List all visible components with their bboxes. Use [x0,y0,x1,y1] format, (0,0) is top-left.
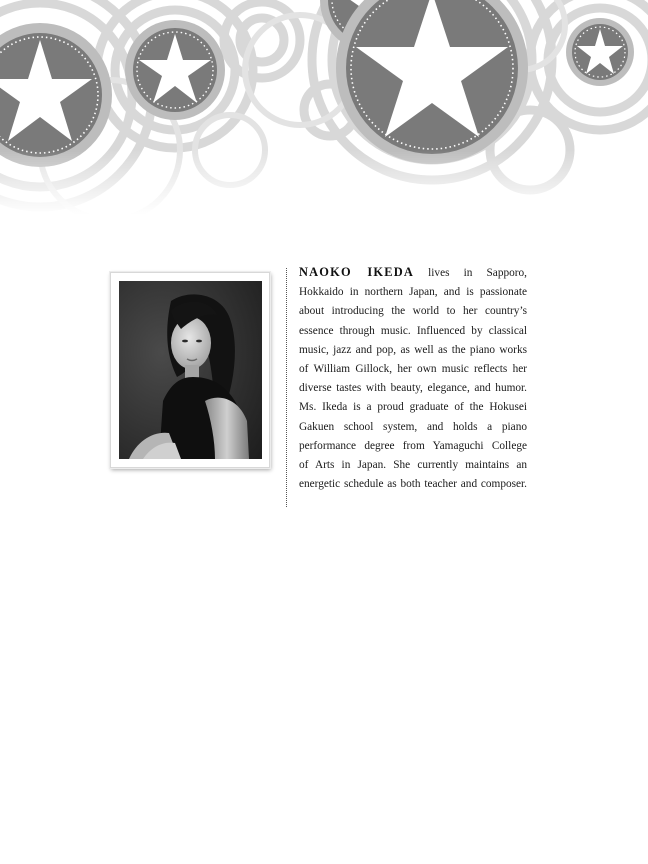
bio-line: energetic schedule as both teacher and composer. [299,478,527,491]
star-badge-right [566,18,634,86]
star-badge-middle-left [125,20,225,120]
dotted-divider [286,268,287,507]
bio-line: Gakuen school system, and holds a piano [299,420,527,433]
star-banner-graphic [0,0,648,215]
bio-line-1-rest: lives in Sapporo, [414,267,527,279]
biography-text [299,263,527,494]
bio-line: about introducing the world to her country’s [299,305,527,318]
composer-name: NAOKO IKEDA [299,265,415,279]
bio-line: Ms. Ikeda is a proud graduate of the Hokusei [299,401,527,414]
bio-line: of William Gillock, her own music reflects her [299,363,527,376]
bio-line: diverse tastes with beauty, elegance, and humor. [299,382,527,395]
decorative-star-banner [0,0,648,215]
portrait-photo [119,281,262,459]
bio-line: of Arts in Japan. She currently maintains an [299,459,527,472]
bio-line: music, jazz and pop, as well as the piano works [299,343,527,356]
bio-line-1 [299,263,527,283]
bio-line: performance degree from Yamaguchi College [299,439,527,452]
portrait-frame [110,272,270,468]
bio-line: essence through music. Influenced by classical [299,324,527,337]
bio-line: Hokkaido in northern Japan, and is passionate [299,286,527,299]
